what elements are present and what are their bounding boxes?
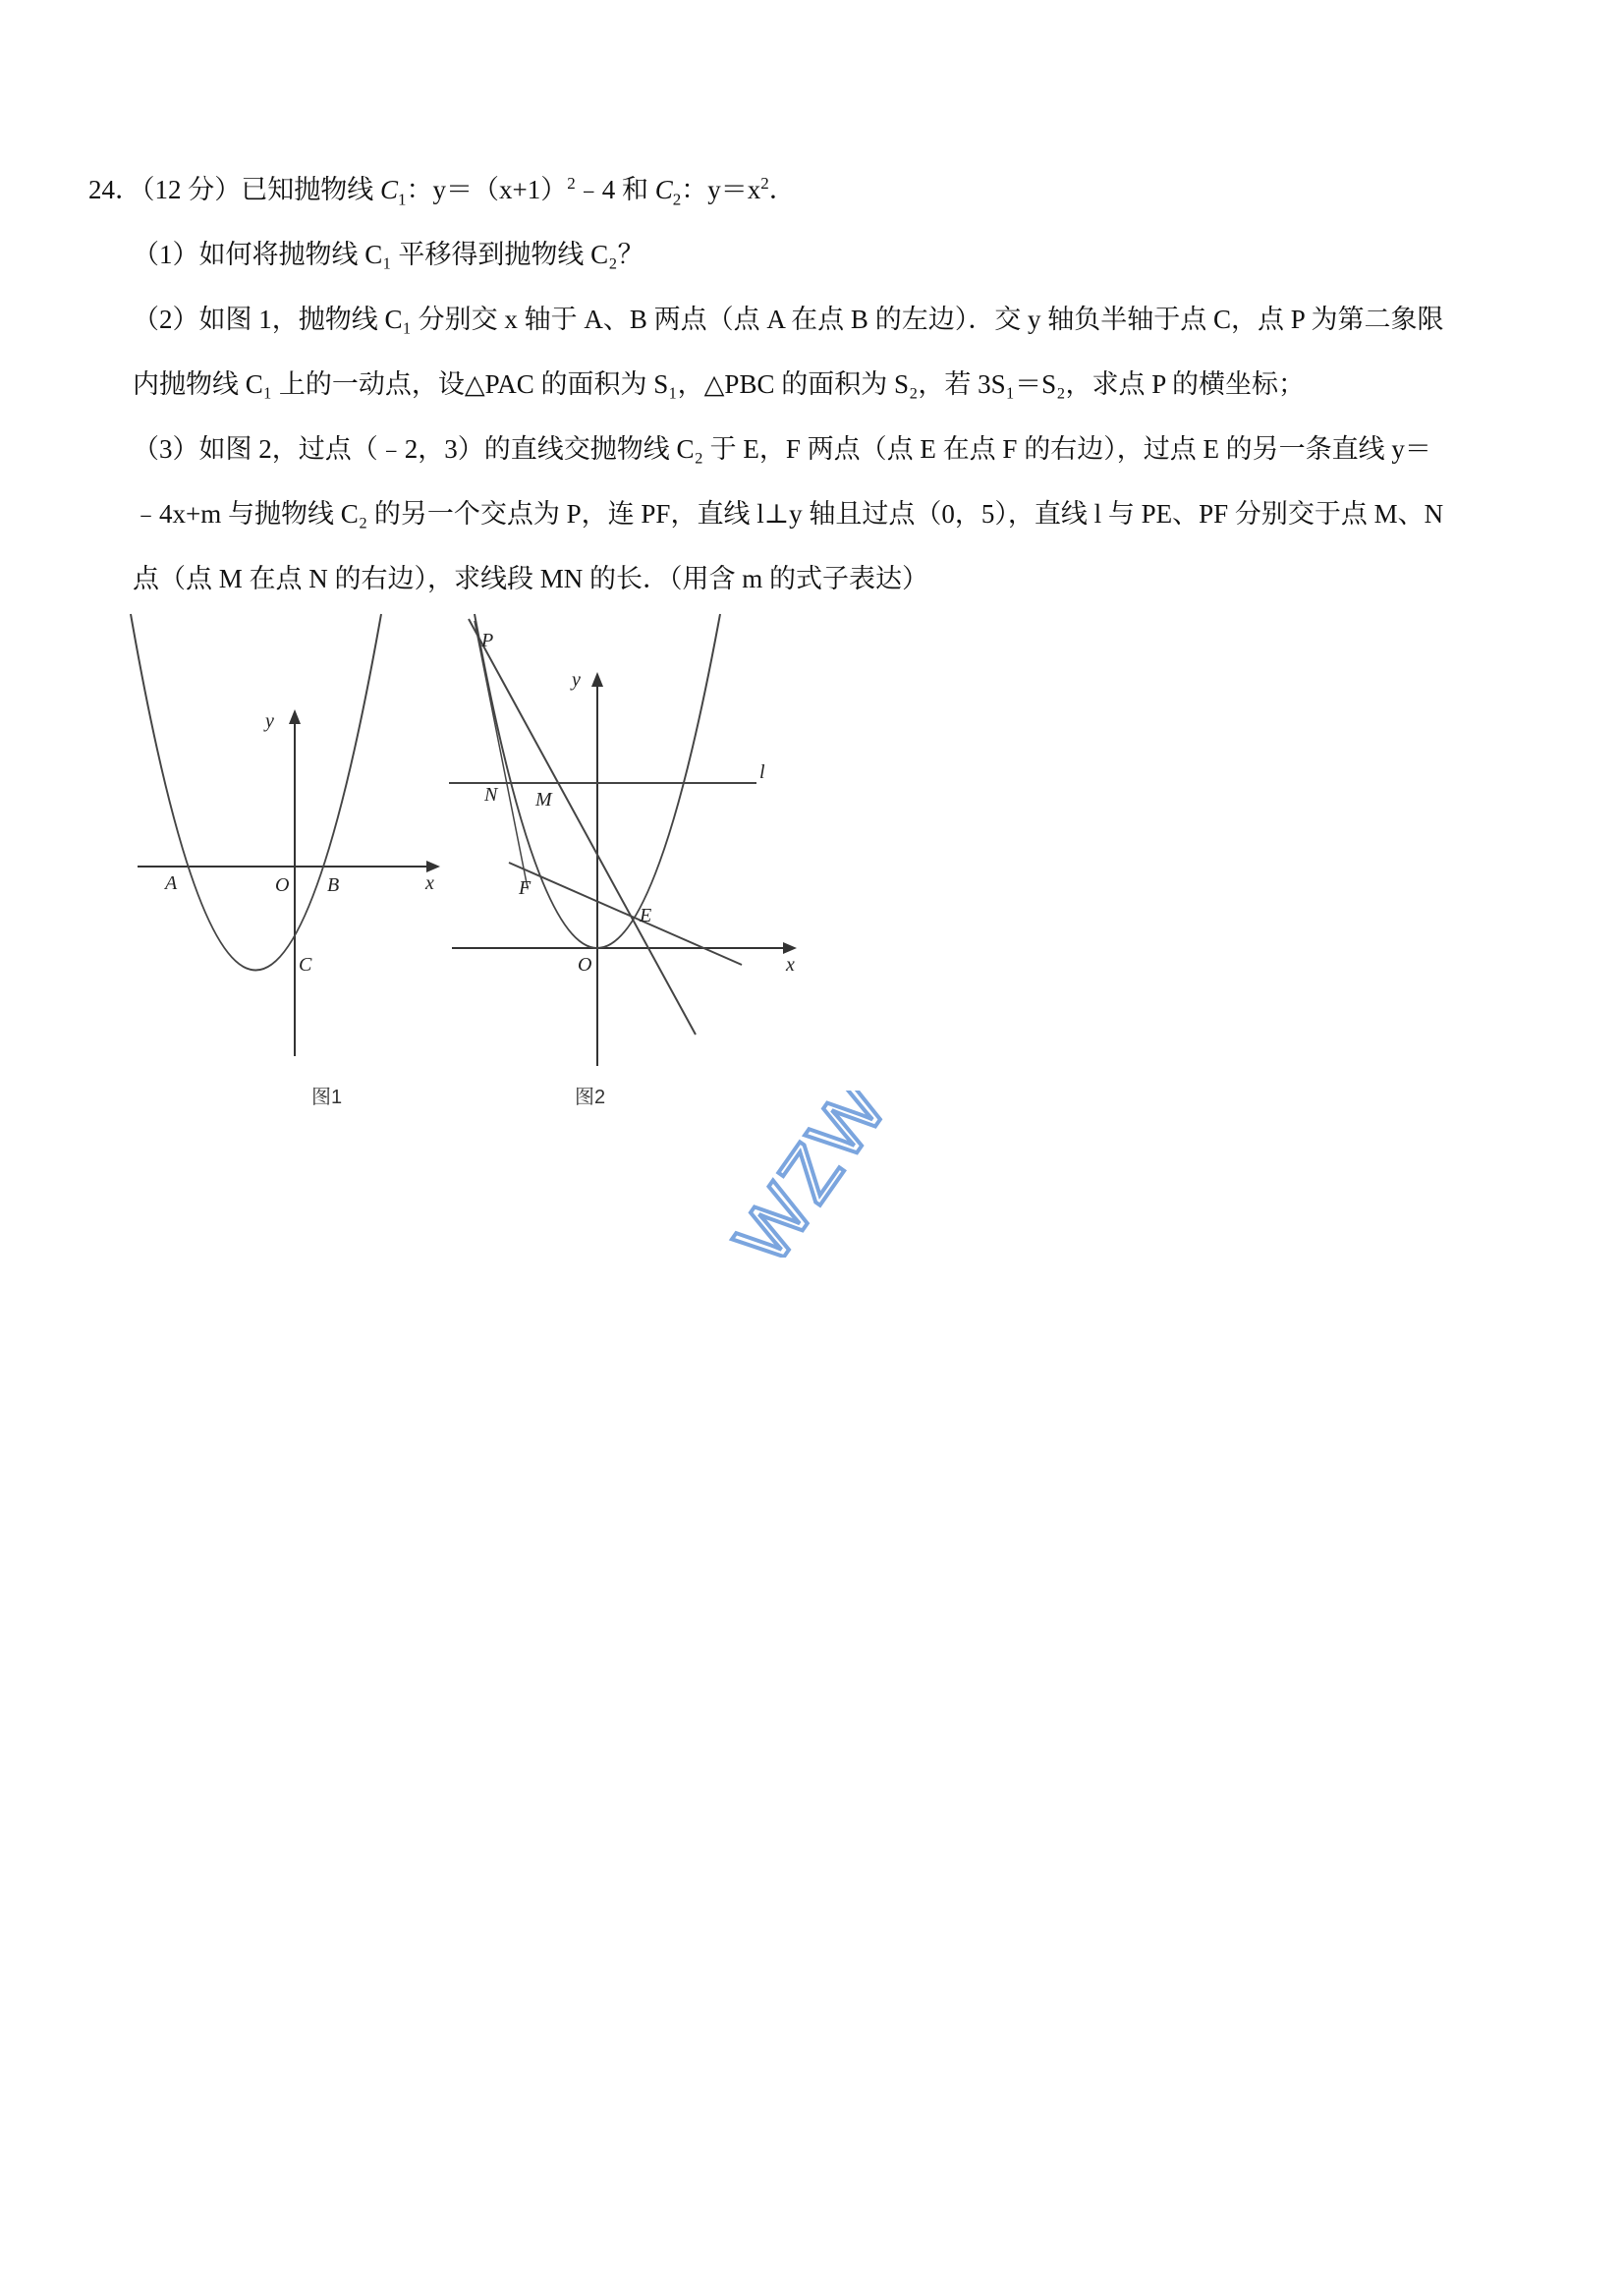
label-y: y (572, 669, 581, 691)
figure-1-caption: 图1 (311, 1087, 343, 1108)
label-y: y (265, 710, 274, 732)
figure-1 (128, 609, 462, 1108)
question-3-line-1: （3）如图 2，过点（﹣2，3）的直线交抛物线 C₂ 于 E，F 两点（点 E 在点 F 的右边），过点 E 的另一条直线 y＝ (133, 434, 1431, 464)
label-x: x (425, 872, 434, 894)
problem-points: （12 分） (141, 175, 242, 204)
x-axis-arrow-icon (426, 861, 440, 872)
question-3-line-2: ﹣4x+m 与抛物线 C₂ 的另一个交点为 P，连 PF，直线 l⊥y 轴且过点（0，5），直线 l 与 PE、PF 分别交于点 M、N (133, 499, 1444, 529)
watermark-text: WZW (727, 1091, 904, 1258)
label-p: P (481, 630, 494, 651)
y-axis-arrow-icon (289, 709, 301, 724)
question-2-line-2: 内抛物线 C₁ 上的一动点，设△PAC 的面积为 S₁，△PBC 的面积为 S₂，若 3S₁＝S₂，求点 P 的横坐标； (133, 369, 1306, 399)
figure-2-graph (447, 609, 820, 1071)
label-o: O (275, 874, 290, 896)
problem-stem: 24．（12 分）已知抛物线 $C_1$：$y=(x+1)^2﹣4$ 和 $C_2$：$y=x^2$． (88, 174, 796, 209)
figure-2-caption: 图2 (575, 1087, 606, 1108)
label-x: x (786, 954, 795, 976)
watermark-logo (727, 1091, 904, 1258)
watermark (727, 1091, 904, 1258)
label-m: M (535, 789, 552, 811)
parabola-c1 (131, 614, 381, 971)
line-fe (509, 863, 742, 965)
label-f: F (519, 877, 532, 899)
figure-2 (447, 609, 820, 1108)
x-axis-arrow-icon (783, 942, 797, 954)
label-l: l (759, 761, 765, 783)
label-n: N (484, 784, 498, 806)
question-2-line-1: （2）如图 1，抛物线 C₁ 分别交 x 轴于 A、B 两点（点 A 在点 B 的左边）．交 y 轴负半轴于点 C，点 P 为第二象限 (133, 305, 1444, 334)
y-axis-arrow-icon (591, 672, 603, 687)
label-a: A (165, 872, 178, 894)
problem-24 (88, 157, 1562, 611)
label-e: E (640, 905, 652, 926)
label-c: C (299, 954, 312, 976)
problem-number: 24． (88, 175, 141, 204)
line-pf (475, 621, 528, 888)
question-3-line-3: 点（点 M 在点 N 的右边），求线段 MN 的长．（用含 m 的式子表达） (133, 564, 929, 593)
question-1: （1）如何将抛物线 C₁ 平移得到抛物线 C₂？ (133, 240, 644, 269)
label-b: B (327, 874, 340, 896)
label-o: O (578, 954, 592, 976)
figure-1-graph (128, 609, 462, 1071)
